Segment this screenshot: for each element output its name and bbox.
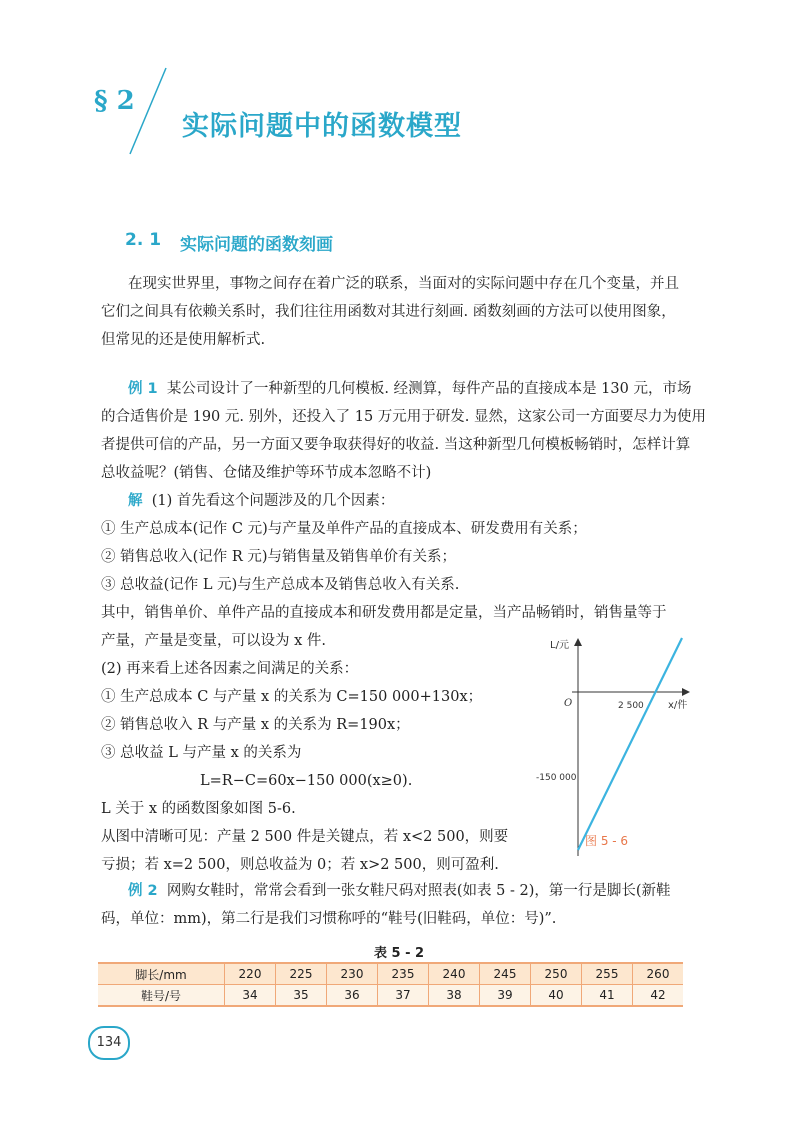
example1-text-1: 某公司设计了一种新型的几何模板. 经测算，每件产品的直接成本是 130 元，市场 [166,381,692,397]
solution-line-10: ③ 总收益 L 与产量 x 的关系为 [101,745,302,761]
table-cell: 37 [378,985,429,1007]
solution-line-4: ③ 总收益(记作 L 元)与生产总成本及销售总收入有关系. [101,577,460,593]
solution-line-3: ② 销售总收入(记作 R 元)与销售量及销售单价有关系； [101,549,457,565]
page-number: 134 [88,1026,130,1060]
table-row [98,985,683,1007]
table-cell: 220 [225,963,276,985]
solution-label: 解 [128,493,143,509]
example2-line-1 [128,877,671,905]
table-cell: 250 [531,963,582,985]
table-cell: 240 [429,963,480,985]
table-cell: 39 [480,985,531,1007]
example2-label: 例 2 [128,883,158,899]
y-tick-label: -150 000 [536,773,577,783]
solution-line-9: ② 销售总收入 R 与产量 x 的关系为 R=190x； [101,717,410,733]
table-cell: 40 [531,985,582,1007]
example1-label: 例 1 [128,381,158,397]
section-title: 实际问题中的函数模型 [182,111,462,142]
table-cell: 38 [429,985,480,1007]
series-line [578,638,682,850]
table-row [98,963,683,985]
intro-line-3: 但常见的还是使用解析式. [101,332,266,348]
table-cell: 35 [276,985,327,1007]
origin-label: O [564,698,573,709]
intro-line-1: 在现实世界里，事物之间存在着广泛的联系，当面对的实际问题中存在几个变量，并且 [128,276,679,292]
table-cell: 41 [582,985,633,1007]
section-number: § 2 [94,86,135,116]
row-header-shoe-size: 鞋号/号 [98,985,225,1007]
figure-5-6-chart [520,628,720,860]
solution-line-5: 其中，销售单价、单件产品的直接成本和研发费用都是定量，当产品畅销时，销售量等于 [101,605,667,621]
shoe-size-table [98,962,683,1007]
solution-line-12: L 关于 x 的函数图象如图 5-6. [101,801,296,817]
solution-line-14: 亏损；若 x=2 500，则总收益为 0；若 x>2 500，则可盈利. [101,857,499,873]
table-cell: 255 [582,963,633,985]
table-cell: 36 [327,985,378,1007]
table-cell: 34 [225,985,276,1007]
y-axis-label: L/元 [550,640,569,651]
example1-line-4: 总收益呢？(销售、仓储及维护等环节成本忽略不计) [101,465,432,481]
example1-line-1 [128,375,691,403]
subsection-number: 2. 1 [125,230,162,250]
subsection-title: 实际问题的函数刻画 [180,235,333,255]
solution-line-1 [128,487,394,515]
example2-line-2: 码，单位：mm)，第二行是我们习惯称呼的“鞋号(旧鞋码，单位：号)”. [101,911,557,927]
solution-line-8: ① 生产总成本 C 与产量 x 的关系为 C=150 000+130x； [101,689,483,705]
solution-text-1: (1) 首先看这个问题涉及的几个因素： [151,493,395,509]
table-cell: 245 [480,963,531,985]
title-slash-divider [118,66,178,156]
solution-line-13: 从图中清晰可见：产量 2 500 件是关键点，若 x<2 500，则要 [101,829,509,845]
table-cell: 260 [633,963,684,985]
example1-line-2: 的合适售价是 190 元. 别外，还投入了 15 万元用于研发. 显然，这家公司一方面要尽力为使用 [101,409,706,425]
example2-text-1: 网购女鞋时，常常会看到一张女鞋尺码对照表(如表 5 - 2)，第一行是脚长(新鞋 [166,883,671,899]
solution-line-2: ① 生产总成本(记作 C 元)与产量及单件产品的直接成本、研发费用有关系； [101,521,587,537]
x-tick-label: 2 500 [618,701,644,711]
table-cell: 235 [378,963,429,985]
solution-line-6: 产量，产量是变量，可以设为 x 件. [101,633,327,649]
solution-line-7: (2) 再来看上述各因素之间满足的关系： [101,661,359,677]
example1-line-3: 者提供可信的产品，另一方面又要争取获得好的收益. 当这种新型几何模板畅销时，怎样计算 [101,437,691,453]
x-axis-label: x/件 [668,700,688,711]
table-cell: 230 [327,963,378,985]
table-cell: 225 [276,963,327,985]
intro-line-2: 它们之间具有依赖关系时，我们往往用函数对其进行刻画. 函数刻画的方法可以使用图象， [101,304,676,320]
table-title: 表 5 - 2 [374,946,425,961]
table-cell: 42 [633,985,684,1007]
figure-caption: 图 5 - 6 [585,834,629,848]
solution-formula: L=R−C=60x−150 000(x≥0). [200,773,413,789]
row-header-foot-length: 脚长/mm [98,963,225,985]
